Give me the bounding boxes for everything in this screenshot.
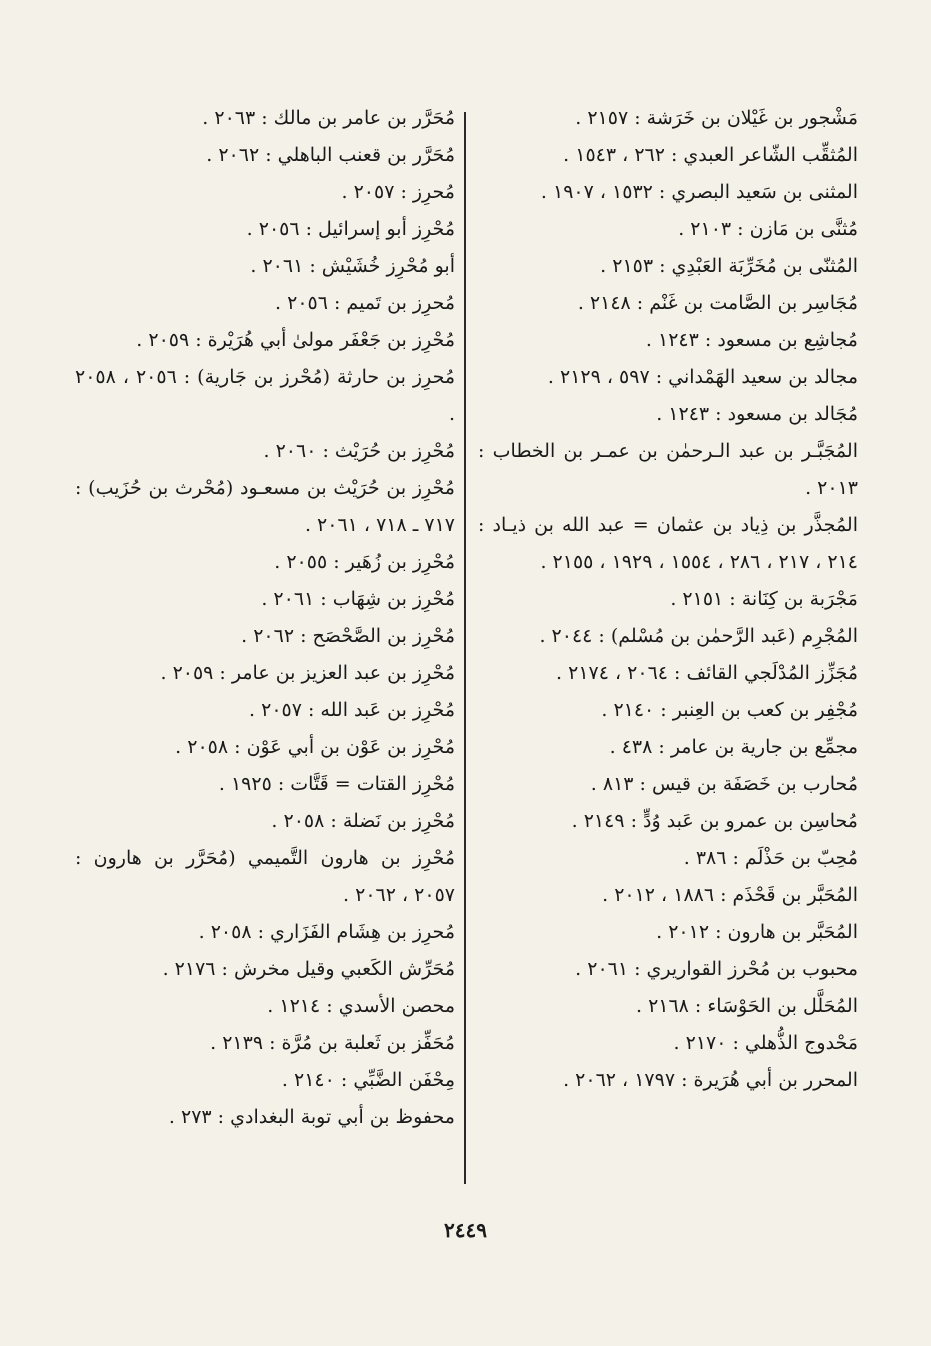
index-entry: المُثقِّب الشّاعر العبدي : ٢٦٢ ، ١٥٤٣ . [563, 144, 858, 166]
page-number: ٢٤٤٩ [444, 1218, 487, 1242]
index-entry: محبوب بن مُحْرز القواريري : ٢٠٦١ . [575, 958, 858, 980]
index-entry: مُحْرِز بن حُرَيْث بن مسعـود (مُحْرث بن حُزَيب) : ٧١٧ ـ ٧١٨ ، ٢٠٦١ . [75, 477, 455, 536]
index-entry: المُثنّى بن مُخَرِّبَة العَبْدِي : ٢١٥٣ . [600, 255, 858, 277]
index-entry: مُحْرِز بن عَوْن بن أبي عَوْن : ٢٠٥٨ . [175, 736, 455, 758]
index-entry: المُجذَّر بن ذِياد بن عثمان = عبد الله بن ذيـاد : ٢١٤ ، ٢١٧ ، ٢٨٦ ، ١٥٥٤ ، ١٩٢٩ ، ٢١٥٥ . [478, 514, 858, 573]
index-entry: مُحْرِز بن زُهَير : ٢٠٥٥ . [274, 551, 455, 573]
index-entry: المثنى بن سَعيد البصري : ١٥٣٢ ، ١٩٠٧ . [540, 181, 858, 203]
index-entry: المحرر بن أبي هُرَيرة : ١٧٩٧ ، ٢٠٦٢ . [563, 1069, 858, 1091]
index-entry: مُجَالد بن مسعود : ١٢٤٣ . [656, 403, 858, 425]
index-entry: مُجَاسِر بن الصَّامت بن غَنْم : ٢١٤٨ . [577, 292, 858, 314]
index-entry: مُحِبّ بن حَذْلَم : ٣٨٦ . [683, 847, 858, 869]
index-entry: مُحْرِز القتات = قَتَّات : ١٩٢٥ . [218, 773, 455, 795]
index-entry: المُحَبَّر بن قَحْذَم : ١٨٨٦ ، ٢٠١٢ . [602, 884, 858, 906]
index-entry: مُحْرِز بن عَبد الله : ٢٠٥٧ . [249, 699, 455, 721]
index-entry: مُحرِز : ٢٠٥٧ . [341, 181, 455, 203]
index-entry: مَحْدوج الذُّهلي : ٢١٧٠ . [673, 1032, 858, 1054]
index-entry: مَجْرَبة بن كِنَانة : ٢١٥١ . [670, 588, 858, 610]
column-divider [464, 112, 466, 1184]
index-entry: مُحْرِز بن عبد العزيز بن عامر : ٢٠٥٩ . [160, 662, 455, 684]
index-entry: مُحْرِز بن حُرَيْث : ٢٠٦٠ . [263, 440, 455, 462]
index-entry: مُحرِز بن تَميم : ٢٠٥٦ . [275, 292, 455, 314]
index-entry: مُحَرَّر بن عامر بن مالك : ٢٠٦٣ . [202, 107, 455, 129]
index-entry: مُحْرِز بن نَضلة : ٢٠٥٨ . [271, 810, 455, 832]
index-column-left [75, 100, 455, 1136]
index-entry: المُجَبَّـر بن عبد الـرحمٰن بن عمـر بن الخطاب : ٢٠١٣ . [478, 440, 858, 499]
index-entry: مُحْرِز بن جَعْفَر مولىٰ أبي هُرَيْرة : ٢٠٥٩ . [136, 329, 455, 351]
index-entry: مُحَفِّز بن ثَعلبة بن مُرَّة : ٢١٣٩ . [210, 1032, 455, 1054]
index-entry: مُحرِز بن هِشَام الفَزَاري : ٢٠٥٨ . [198, 921, 455, 943]
index-entry: مُحارب بن خَصَفَة بن قيس : ٨١٣ . [590, 773, 858, 795]
index-entry: مِحْفَن الضَّبِّي : ٢١٤٠ . [281, 1069, 455, 1091]
index-entry: مُحْرِز بن هارون التَّميمي (مُحَرَّر بن هارون : ٢٠٥٧ ، ٢٠٦٢ . [75, 847, 455, 906]
index-entry: مُحْرِز بن شِهَاب : ٢٠٦١ . [261, 588, 455, 610]
index-entry: مُجَزِّز المُدْلَجي القائف : ٢٠٦٤ ، ٢١٧٤ . [556, 662, 858, 684]
index-entry: مُحَرِّش الكَعبي وقيل مخرش : ٢١٧٦ . [162, 958, 455, 980]
index-entry: مجمِّع بن جارية بن عامر : ٤٣٨ . [609, 736, 858, 758]
index-entry: المُحَبَّر بن هارون : ٢٠١٢ . [656, 921, 858, 943]
index-entry: مُجاشِع بن مسعود : ١٢٤٣ . [645, 329, 858, 351]
index-column-right [478, 100, 858, 1099]
index-entry: مجالد بن سعيد الهَمْداني : ٥٩٧ ، ٢١٢٩ . [547, 366, 858, 388]
index-entry: مُحرِز بن حارثة (مُحْرز بن جَارية) : ٢٠٥٦ ، ٢٠٥٨ . [75, 366, 456, 425]
index-entry: مُحْرِز أبو إسرائيل : ٢٠٥٦ . [246, 218, 455, 240]
index-entry: محصن الأسدي : ١٢١٤ . [267, 995, 455, 1017]
index-entry: المُحَلَّل بن الحَوْسَاء : ٢١٦٨ . [635, 995, 858, 1017]
index-entry: أبو مُحْرِز خُشَيْش : ٢٠٦١ . [250, 255, 455, 277]
index-entry: مُحاسِن بن عمرو بن عَبد وُدٍّ : ٢١٤٩ . [571, 810, 858, 832]
index-entry: مَشْجور بن غَيْلان بن خَرَشة : ٢١٥٧ . [575, 107, 858, 129]
index-entry: مُثنَّى بن مَازن : ٢١٠٣ . [678, 218, 858, 240]
index-entry: مُحْرِز بن الصَّحْصَح : ٢٠٦٢ . [241, 625, 455, 647]
index-entry: المُجْرِم (عَبد الرَّحمٰن بن مُسْلم) : ٢٠٤٤ . [539, 625, 858, 647]
index-entry: مُحَرَّر بن قعنب الباهلي : ٢٠٦٢ . [206, 144, 455, 166]
index-entry: محفوظ بن أبي توبة البغدادي : ٢٧٣ . [168, 1106, 455, 1128]
index-entry: مُجْفِر بن كعب بن العِنبر : ٢١٤٠ . [601, 699, 858, 721]
